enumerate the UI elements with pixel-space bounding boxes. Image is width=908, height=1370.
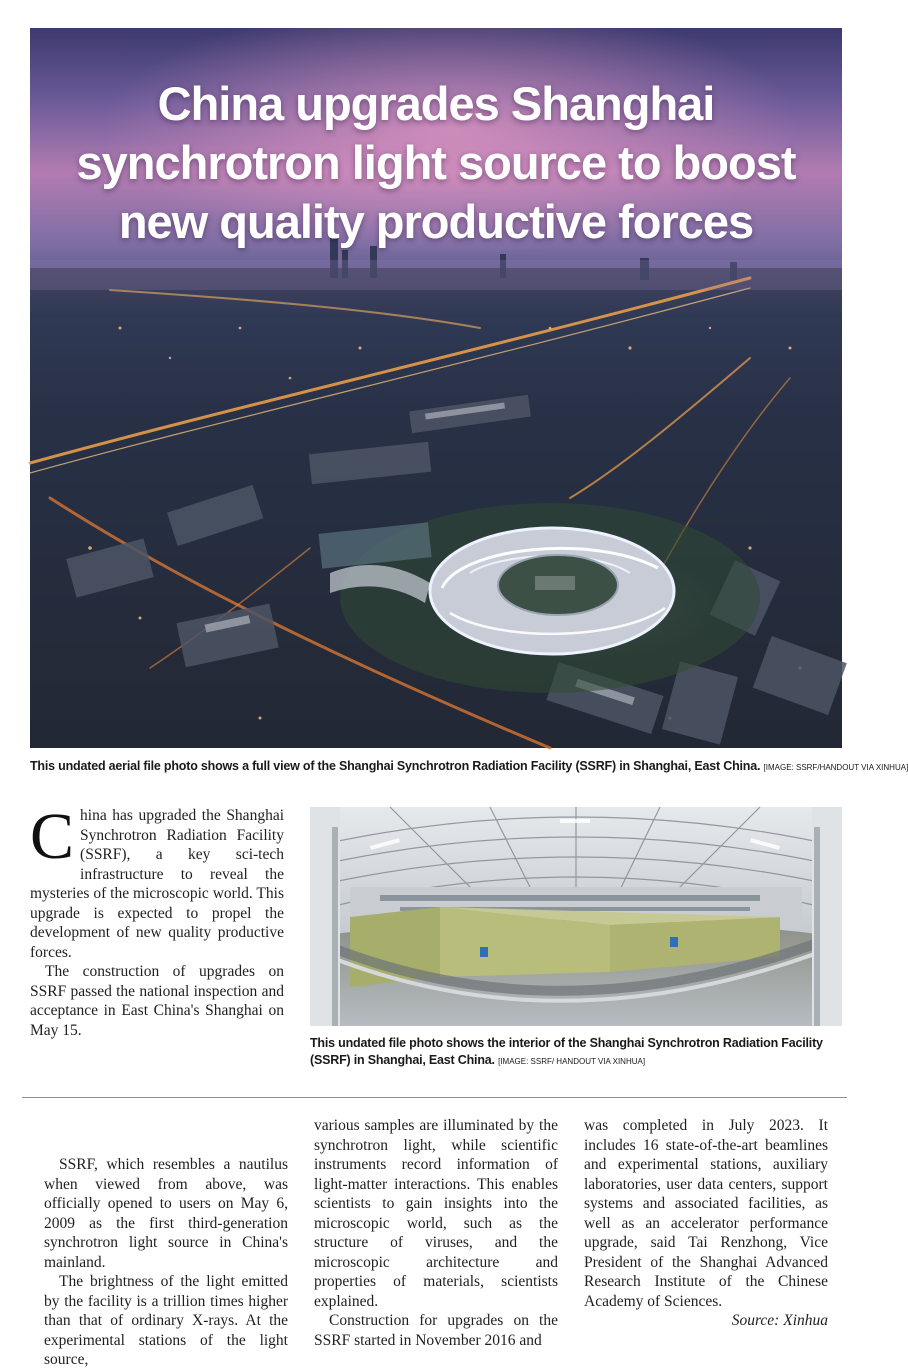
source-credit: Source: Xinhua <box>731 1312 828 1329</box>
hero-aerial-photo <box>30 28 842 748</box>
body-column-3 <box>584 1116 828 1311</box>
intro-paragraph-1 <box>30 800 284 962</box>
intro-paragraph-1-text: hina has upgraded the Shanghai Synchrotron Radiation Facility (SSRF), a key sci-tech infrastructure to reveal the mysteries of the microscopic world. This upgrade is expected to propel the development of new quality productive forces. <box>30 807 284 961</box>
body-column-1 <box>44 1155 288 1370</box>
body-column-2 <box>314 1116 558 1350</box>
section-divider <box>22 1097 847 1098</box>
body-column-2-paragraph-1: various samples are illuminated by the synchrotron light, while scientific instruments record information of light-matter interactions. This enables scientists to gain insights into the microscopic world, such as the structure of viruses, and the microscopic architecture and properties of materials, scientists explained. <box>314 1117 558 1310</box>
drop-cap: C <box>30 800 75 873</box>
facility-interior-illustration <box>310 807 842 1026</box>
body-column-2-paragraph-2: Construction for upgrades on the SSRF started in November 2016 and <box>314 1312 558 1349</box>
photo1-caption-text: This undated aerial file photo shows a full view of the Shanghai Synchrotron Radiation Facility (SSRF) in Shanghai, East China. <box>30 759 761 773</box>
photo1-caption <box>30 758 908 776</box>
photo2-credit: [IMAGE: SSRF/ HANDOUT VIA XINHUA] <box>498 1057 646 1066</box>
photo1-credit: [IMAGE: SSRF/HANDOUT VIA XINHUA] <box>763 763 908 772</box>
photo2-caption-text: This undated file photo shows the interior of the Shanghai Synchrotron Radiation Facility (SSRF) in Shanghai, East China. <box>310 1036 823 1067</box>
headline: China upgrades Shanghai synchrotron light source to boost new quality productive forces <box>76 77 796 248</box>
body-column-1-paragraph-2: The brightness of the light emitted by the facility is a trillion times higher than that of ordinary X-rays. At the experimental stations of the light source, <box>44 1273 288 1368</box>
intro-column <box>30 800 284 1040</box>
body-column-1-paragraph-1: SSRF, which resembles a nautilus when viewed from above, was officially opened to users on May 6, 2009 as the first third-generation synchrotron light source in China's mainland. <box>44 1156 288 1271</box>
photo2-caption <box>310 1035 842 1070</box>
interior-photo <box>310 807 842 1026</box>
intro-paragraph-2: The construction of upgrades on SSRF passed the national inspection and acceptance in East China's Shanghai on May 15. <box>30 963 284 1039</box>
body-column-3-paragraph-1: was completed in July 2023. It includes 16 state-of-the-art beamlines and experimental stations, auxiliary laboratories, user data centers, support systems and associated facilities, as well as an accelerator performance upgrade, said Tai Renzhong, Vice President of the Shanghai Advanced Research Institute of the Chinese Academy of Sciences. <box>584 1117 828 1310</box>
